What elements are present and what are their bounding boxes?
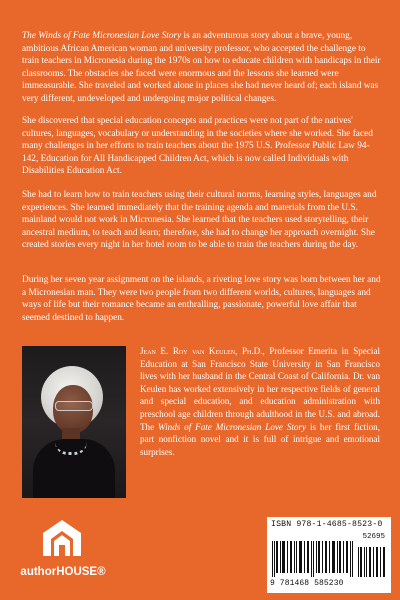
- isbn-barcode: [267, 517, 391, 593]
- bio-book-title: Winds of Fate Micronesian Love Story: [158, 421, 307, 432]
- book-description-paragraph-1: [22, 30, 382, 106]
- author-biography: [140, 345, 380, 458]
- book-description-paragraph-4: During her seven year assignment on the islands, a riveting love story was born between her and a Micronesian man. They were two people from two different worlds, cultures, languages and ways of life but their romance became an enthralling, passionate, powerful love affair that seemed destined to happen.: [22, 275, 381, 323]
- author-name: Jean E. Roy van Keulen, Ph.D.: [140, 346, 263, 356]
- author-bio-text-2: is her first fiction, part nonfiction novel and it is full of intrigue and emotional surprises.: [140, 421, 380, 457]
- isbn-label: ISBN 978-1-4685-8523-0: [271, 520, 383, 529]
- publisher-name: authorHOUSE®: [20, 566, 106, 578]
- barcode-digits: 9 781468 585230: [270, 579, 344, 588]
- barcode-main-bars: [272, 541, 354, 577]
- author-photo: [22, 346, 126, 498]
- paragraph-text: is an adventurous story about a brave, young, ambitious African American woman and university professor, who accepted the challenge to train teachers in Micronesia during the 1970s on how to educate children with handicaps in their classrooms. The obstacles she faced were enormous and the lessons she learned were immeasurable. She traveled and worked alone in places she had never heard of; each island was very different, undeveloped and undergoing major political changes.: [22, 31, 381, 104]
- house-book-icon: [40, 518, 84, 558]
- book-description-paragraph-3: She had to learn how to train teachers using their cultural norms, learning styles, languages and experiences. She learned immediately that the training agenda and materials from the U.S. mainland would not work in Micronesia. She learned that the teachers used storytelling, their ancestral medium, to teach and learn; therefore, she had to change her approach overnight. She created stories every night in her hotel room to be able to train the teachers during the day.: [22, 190, 377, 251]
- price-code: 52695: [362, 533, 385, 541]
- book-description-paragraph-2: She discovered that special education concepts and practices were not part of the natives' cultures, languages, vocabulary or understanding in the societies where she worked. She faced many challenges in her efforts to train teachers about the 1975 U.S. Professor Public Law 94-142, Education for All Handicapped Children Act, which is now called Individuals with Disabilities Education Act.: [22, 116, 373, 177]
- author-photo-glasses: [55, 401, 93, 411]
- book-title: The Winds of Fate Micronesian Love Story: [22, 31, 182, 41]
- author-bio-text-1: , Professor Emerita in Special Education at San Francisco State University in San Francisco lives with her husband in the Central Coast of California. Dr. van Keulen has worked extensively in her respective fields of general and special education, and education administration with preschool age children through adulthood in the U.S. and abroad. The: [140, 346, 381, 432]
- barcode-addon-bars: [358, 543, 386, 577]
- publisher-logo: [18, 518, 108, 593]
